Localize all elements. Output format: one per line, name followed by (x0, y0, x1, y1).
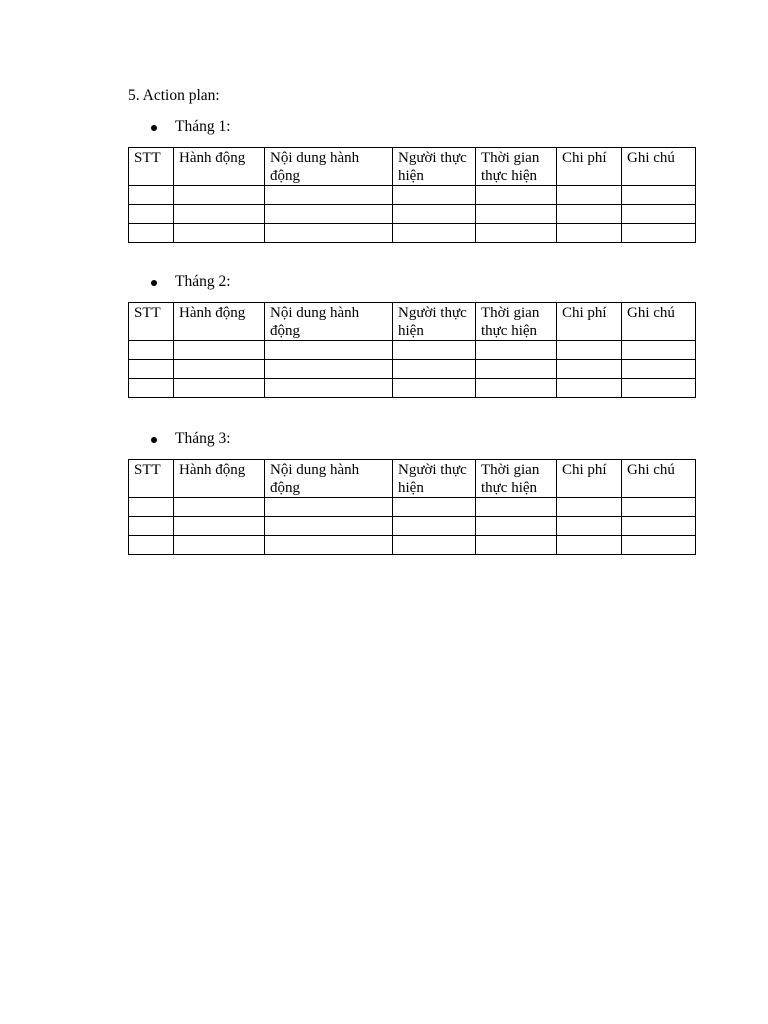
action-plan-table (128, 147, 696, 243)
table-cell[interactable] (265, 341, 393, 360)
month-label: Tháng 1: (175, 118, 231, 135)
table-cell[interactable] (393, 379, 476, 398)
table-cell[interactable] (622, 360, 696, 379)
table-cell[interactable] (129, 224, 174, 243)
column-header: Chi phí (557, 303, 622, 341)
table-header-row (129, 148, 696, 186)
bullet-icon (151, 280, 157, 286)
table-cell[interactable] (174, 536, 265, 555)
table-cell[interactable] (129, 379, 174, 398)
table-cell[interactable] (557, 224, 622, 243)
column-header: Người thực hiện (393, 148, 476, 186)
month-bullet (128, 429, 696, 451)
bullet-icon (151, 437, 157, 443)
table-row (129, 360, 696, 379)
table-cell[interactable] (393, 205, 476, 224)
table-cell[interactable] (265, 517, 393, 536)
table-cell[interactable] (622, 186, 696, 205)
table-cell[interactable] (393, 536, 476, 555)
table-cell[interactable] (265, 379, 393, 398)
column-header: Người thực hiện (393, 460, 476, 498)
table-cell[interactable] (265, 498, 393, 517)
column-header: Thời gian thực hiện (476, 148, 557, 186)
action-plan-table (128, 459, 696, 555)
column-header: Thời gian thực hiện (476, 303, 557, 341)
column-header: Ghi chú (622, 460, 696, 498)
table-cell[interactable] (476, 341, 557, 360)
table-row (129, 536, 696, 555)
table-row (129, 517, 696, 536)
column-header: Ghi chú (622, 303, 696, 341)
table-row (129, 224, 696, 243)
table-cell[interactable] (265, 224, 393, 243)
table-cell[interactable] (476, 224, 557, 243)
table-cell[interactable] (265, 186, 393, 205)
table-cell[interactable] (622, 379, 696, 398)
table-cell[interactable] (393, 186, 476, 205)
month-bullet (128, 272, 696, 294)
column-header: Nội dung hành động (265, 460, 393, 498)
table-cell[interactable] (622, 498, 696, 517)
column-header: STT (129, 303, 174, 341)
column-header: STT (129, 148, 174, 186)
bullet-icon (151, 125, 157, 131)
table-cell[interactable] (557, 379, 622, 398)
column-header: Chi phí (557, 148, 622, 186)
table-cell[interactable] (265, 360, 393, 379)
table-cell[interactable] (174, 341, 265, 360)
column-header: Chi phí (557, 460, 622, 498)
table-cell[interactable] (265, 536, 393, 555)
table-cell[interactable] (557, 517, 622, 536)
table-cell[interactable] (129, 205, 174, 224)
table-cell[interactable] (393, 224, 476, 243)
table-cell[interactable] (265, 205, 393, 224)
column-header: Hành động (174, 148, 265, 186)
table-cell[interactable] (476, 205, 557, 224)
table-cell[interactable] (129, 498, 174, 517)
table-cell[interactable] (129, 341, 174, 360)
table-cell[interactable] (174, 205, 265, 224)
table-cell[interactable] (476, 498, 557, 517)
month-section-3 (128, 429, 696, 555)
column-header: STT (129, 460, 174, 498)
table-cell[interactable] (557, 205, 622, 224)
table-row (129, 498, 696, 517)
month-label: Tháng 2: (175, 273, 231, 290)
table-row (129, 186, 696, 205)
table-cell[interactable] (622, 341, 696, 360)
column-header: Thời gian thực hiện (476, 460, 557, 498)
table-cell[interactable] (476, 186, 557, 205)
table-cell[interactable] (129, 186, 174, 205)
table-cell[interactable] (393, 498, 476, 517)
month-bullet (128, 117, 696, 139)
column-header: Nội dung hành động (265, 303, 393, 341)
table-cell[interactable] (557, 536, 622, 555)
table-cell[interactable] (393, 341, 476, 360)
month-label: Tháng 3: (175, 430, 231, 447)
table-cell[interactable] (557, 498, 622, 517)
column-header: Hành động (174, 303, 265, 341)
table-cell[interactable] (393, 360, 476, 379)
table-cell[interactable] (476, 536, 557, 555)
column-header: Nội dung hành động (265, 148, 393, 186)
table-cell[interactable] (393, 517, 476, 536)
table-cell[interactable] (622, 517, 696, 536)
month-section-1 (128, 117, 696, 243)
table-cell[interactable] (174, 379, 265, 398)
table-cell[interactable] (557, 360, 622, 379)
action-plan-table (128, 302, 696, 398)
table-cell[interactable] (557, 186, 622, 205)
table-cell[interactable] (622, 224, 696, 243)
table-row (129, 205, 696, 224)
table-cell[interactable] (476, 517, 557, 536)
table-cell[interactable] (174, 498, 265, 517)
table-cell[interactable] (174, 517, 265, 536)
table-row (129, 341, 696, 360)
month-section-2 (128, 272, 696, 398)
table-cell[interactable] (476, 360, 557, 379)
section-heading: 5. Action plan: (128, 87, 220, 104)
column-header: Ghi chú (622, 148, 696, 186)
table-cell[interactable] (622, 205, 696, 224)
table-cell[interactable] (557, 341, 622, 360)
table-cell[interactable] (129, 360, 174, 379)
table-cell[interactable] (476, 379, 557, 398)
table-cell[interactable] (129, 517, 174, 536)
table-row (129, 379, 696, 398)
table-cell[interactable] (174, 360, 265, 379)
table-header-row (129, 303, 696, 341)
table-cell[interactable] (622, 536, 696, 555)
column-header: Người thực hiện (393, 303, 476, 341)
column-header: Hành động (174, 460, 265, 498)
table-cell[interactable] (174, 224, 265, 243)
table-cell[interactable] (174, 186, 265, 205)
table-header-row (129, 460, 696, 498)
table-cell[interactable] (129, 536, 174, 555)
